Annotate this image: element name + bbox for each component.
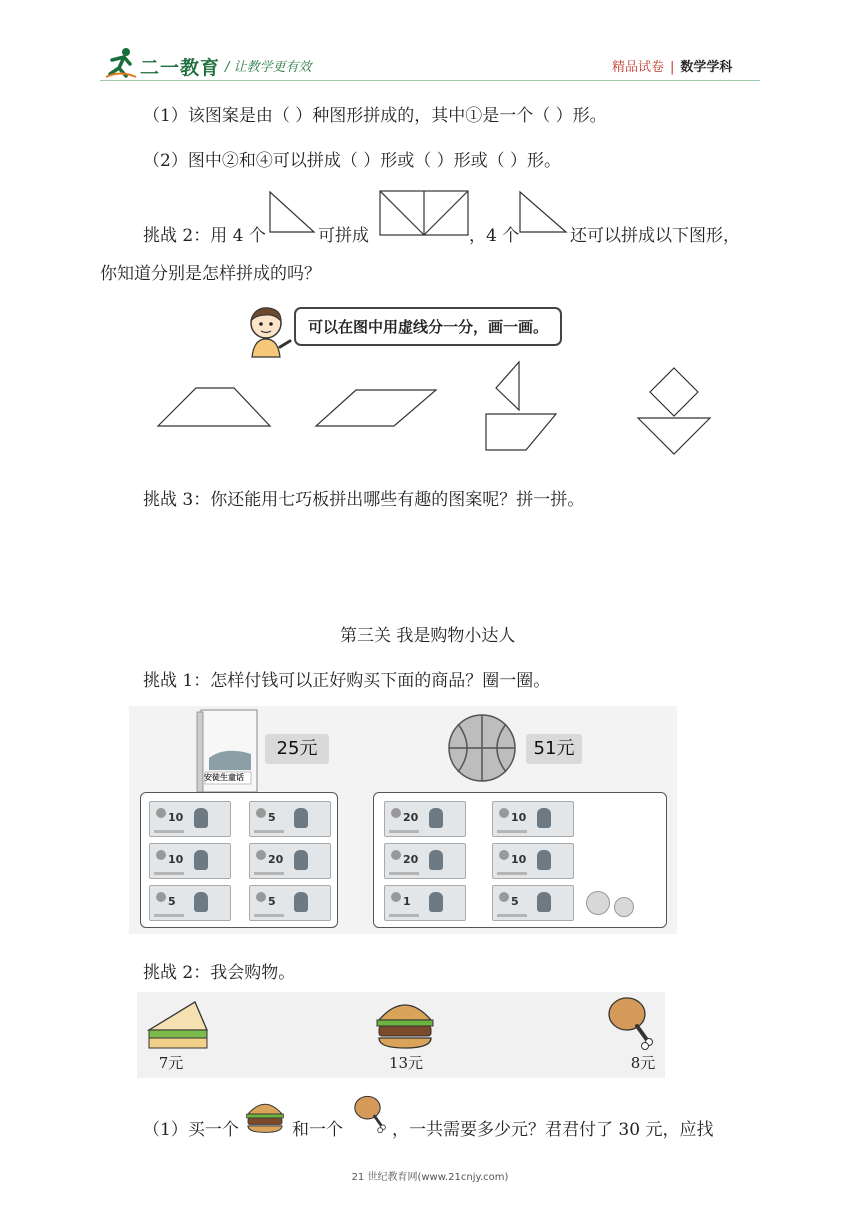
coin[interactable]	[586, 891, 610, 915]
banknote[interactable]: 20	[384, 801, 466, 837]
banknote[interactable]: 5	[249, 885, 331, 921]
food-price-sandwich: 7元	[158, 1054, 184, 1072]
parallelogram-shape	[314, 388, 438, 428]
rectangle-of-triangles-icon	[378, 189, 470, 237]
boat-shape	[478, 360, 560, 454]
right-triangle-icon-2	[518, 190, 568, 236]
challenge2-part2: 可拼成	[318, 226, 369, 246]
slogan: / 让教学更有效	[225, 60, 312, 75]
banknote[interactable]: 10	[149, 801, 231, 837]
section3-challenge2: 挑战 2：我会购物。	[143, 963, 296, 983]
banknote[interactable]: 20	[384, 843, 466, 879]
header-rule	[100, 80, 760, 81]
banknote[interactable]: 5	[149, 885, 231, 921]
section3-challenge1: 挑战 1：怎样付钱可以正好购买下面的商品？圈一圈。	[143, 671, 551, 691]
price-tag-book: 25元	[265, 734, 329, 764]
small-drumstick-icon	[352, 1093, 390, 1135]
burger-icon	[373, 994, 437, 1052]
challenge3-text: 挑战 3：你还能用七巧板拼出哪些有趣的图案呢？拼一拼。	[143, 490, 585, 510]
challenge2-part3: ，4 个	[469, 226, 520, 246]
food-price-burger: 13元	[388, 1054, 424, 1072]
logo-text: 二一教育	[140, 57, 221, 79]
banknote[interactable]: 5	[492, 885, 574, 921]
section3-q-part1: （1）买一个	[143, 1120, 239, 1140]
banknote[interactable]: 5	[249, 801, 331, 837]
q1-line2: （2）图中②和④可以拼成（ ）形或（ ）形或（ ）形。	[143, 151, 562, 171]
header-tag: 精品试卷	[612, 60, 665, 75]
speech-bubble: 可以在图中用虚线分一分，画一画。	[294, 307, 562, 346]
small-burger-icon	[244, 1097, 286, 1135]
challenge2-part4: 还可以拼成以下图形，	[570, 226, 740, 246]
diamond-triangle-shape	[634, 364, 714, 458]
banknote[interactable]: 20	[249, 843, 331, 879]
challenge2-line1	[143, 221, 266, 246]
banknote[interactable]: 1	[384, 885, 466, 921]
shopping-panel	[129, 706, 677, 934]
book-title: 安徒生童话	[204, 773, 244, 782]
section3-title: 第三关 我是购物小达人	[340, 626, 516, 646]
header-right	[612, 56, 732, 75]
header-subject: 数学学科	[680, 60, 733, 75]
money-box-right	[373, 792, 667, 928]
banknote[interactable]: 10	[149, 843, 231, 879]
footer: 21 世纪教育网(www.21cnjy.com)	[351, 1172, 509, 1183]
coin[interactable]	[614, 897, 634, 917]
right-triangle-icon	[268, 190, 316, 236]
challenge2-part1: 挑战 2：用 4 个	[143, 226, 266, 246]
section3-q-part2: 和一个	[292, 1120, 343, 1140]
banknote[interactable]: 10	[492, 843, 574, 879]
sandwich-icon	[145, 996, 211, 1052]
food-strip	[137, 992, 665, 1078]
drumstick-icon	[605, 994, 659, 1052]
challenge2-line2: 你知道分别是怎样拼成的吗？	[100, 264, 321, 284]
basketball-icon	[446, 712, 518, 784]
section3-q-part3: ，一共需要多少元？君君付了 30 元，应找	[392, 1120, 714, 1140]
header	[0, 0, 860, 90]
runner-logo-icon	[104, 46, 138, 80]
boy-avatar-icon	[244, 305, 294, 359]
price-tag-ball: 51元	[526, 734, 582, 764]
header-separator: |	[670, 60, 675, 75]
q1-line1: （1）该图案是由（ ）种图形拼成的，其中①是一个（ ）形。	[143, 106, 607, 126]
banknote[interactable]: 10	[492, 801, 574, 837]
trapezoid-shape	[156, 386, 272, 428]
food-price-drumstick: 8元	[630, 1054, 656, 1072]
money-box-left	[140, 792, 338, 928]
